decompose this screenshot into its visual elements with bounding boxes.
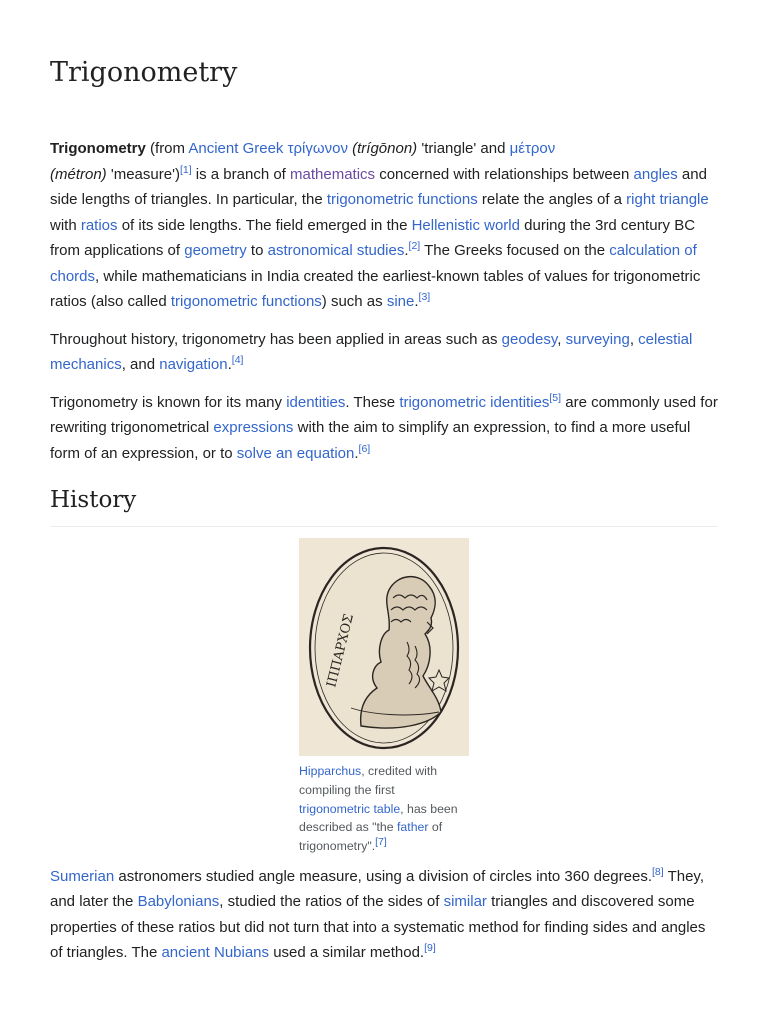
link-calculation-of-chords[interactable]: calculation of chords — [50, 242, 697, 285]
text: . — [354, 444, 359, 462]
link-trigonon[interactable]: τρίγωνον — [287, 140, 348, 157]
link-trigonometric-identities[interactable]: trigonometric identities — [399, 393, 550, 411]
text: during the 3rd century BC from applications of — [50, 216, 696, 259]
intro-paragraph-1 — [50, 136, 718, 315]
link-hellenistic-world[interactable]: Hellenistic world — [411, 216, 520, 234]
reference-5[interactable]: [5] — [549, 391, 562, 404]
history-paragraph-1 — [50, 864, 718, 966]
reference-4[interactable]: [4] — [231, 354, 244, 366]
link-ratios[interactable]: ratios — [80, 216, 118, 234]
bold-term: Trigonometry — [50, 140, 146, 157]
link-ancient-greek[interactable]: Ancient Greek — [188, 140, 284, 157]
transliteration-metron: (métron) — [50, 165, 107, 183]
link-identities[interactable]: identities — [286, 393, 346, 411]
link-similar[interactable]: similar — [443, 893, 487, 911]
link-right-triangle[interactable]: right triangle — [626, 191, 709, 208]
text: and side lengths of triangles. In particular, the — [50, 165, 707, 208]
reference-6[interactable]: [6] — [358, 442, 371, 455]
text: to — [246, 242, 268, 259]
link-babylonians[interactable]: Babylonians — [137, 893, 220, 911]
link-ancient-nubians[interactable]: ancient Nubians — [161, 944, 270, 962]
transliteration-trigonon: (trígōnon) — [352, 140, 418, 157]
link-father[interactable]: father — [397, 820, 429, 835]
link-sine[interactable]: sine — [386, 293, 415, 310]
text: . — [404, 242, 409, 259]
text: . — [227, 356, 232, 373]
link-mathematics[interactable]: mathematics — [290, 165, 376, 183]
link-trigonometric-functions-2[interactable]: trigonometric functions — [170, 293, 322, 310]
link-expressions[interactable]: expressions — [213, 419, 294, 436]
page-title: Trigonometry — [50, 57, 238, 88]
text: , has been described as "the — [299, 801, 458, 835]
intro-paragraph-2 — [50, 327, 718, 378]
reference-2[interactable]: [2] — [408, 240, 421, 252]
text: with the aim to simplify an expression, to find a more useful form of an expression, or to — [50, 419, 691, 462]
text: , while mathematicians in India created the earliest-known tables of values for trigonometric ratios (also called — [50, 267, 701, 310]
link-trigonometric-table[interactable]: trigonometric table — [299, 801, 401, 816]
text: triangles and discovered some properties of these ratios but did not turn that into a systematic method for finding sides and angles of triangles. The — [50, 893, 706, 962]
link-metron[interactable]: μέτρον — [509, 140, 556, 157]
link-angles[interactable]: angles — [633, 165, 678, 183]
link-solve-an-equation[interactable]: solve an equation — [236, 444, 355, 462]
reference-9[interactable]: [9] — [424, 942, 436, 955]
text: used a similar method. — [269, 944, 425, 962]
text: of its side lengths. The field emerged in the — [117, 216, 412, 234]
text: They, and later the — [50, 867, 704, 911]
link-hipparchus[interactable]: Hipparchus — [299, 764, 362, 778]
text: is a branch of — [191, 165, 291, 183]
link-trigonometric-functions[interactable]: trigonometric functions — [326, 191, 478, 208]
reference-7[interactable]: [7] — [375, 836, 387, 849]
text: ) such as — [321, 293, 387, 310]
text: relate the angles of a — [477, 191, 627, 208]
text: concerned with relationships between — [375, 165, 634, 183]
link-celestial-mechanics[interactable]: celestial mechanics — [50, 330, 693, 373]
link-sumerian[interactable]: Sumerian — [50, 867, 115, 885]
link-navigation[interactable]: navigation — [159, 356, 228, 373]
text: The Greeks focused on the — [420, 242, 610, 259]
text: Throughout history, trigonometry has been applied in areas such as — [50, 330, 502, 348]
reference-1[interactable]: [1] — [179, 163, 192, 176]
link-geodesy[interactable]: geodesy — [501, 330, 558, 348]
figure-caption — [299, 762, 469, 856]
portrait-inscription: ΙΠΠΑΡΧΟΣ — [324, 612, 358, 689]
text: , studied the ratios of the sides of — [219, 893, 444, 911]
text: with — [50, 216, 81, 234]
link-geometry[interactable]: geometry — [184, 242, 247, 259]
text: astronomers studied angle measure, using a division of circles into 360 degrees. — [114, 867, 652, 885]
text: 'triangle' and — [417, 140, 510, 157]
text: (from — [145, 140, 189, 157]
hipparchus-portrait-image[interactable] — [299, 538, 469, 756]
hipparchus-figure — [299, 538, 469, 856]
intro-paragraph-3 — [50, 390, 718, 467]
text: , — [629, 330, 639, 348]
link-astronomical-studies[interactable]: astronomical studies — [267, 242, 405, 259]
text: of trigonometry". — [299, 820, 443, 854]
text: , and — [121, 356, 160, 373]
reference-8[interactable]: [8] — [652, 865, 664, 878]
text: 'measure') — [106, 165, 180, 183]
article-content — [50, 136, 718, 966]
text: are commonly used for rewriting trigonometrical — [50, 393, 718, 436]
text: . These — [345, 393, 400, 411]
text: . — [414, 293, 419, 310]
text: , credited with compiling the first — [299, 764, 438, 797]
section-heading-history: History — [50, 484, 718, 527]
link-surveying[interactable]: surveying — [565, 330, 630, 348]
reference-3[interactable]: [3] — [418, 291, 431, 303]
text: , — [557, 330, 566, 348]
text: Trigonometry is known for its many — [50, 393, 287, 411]
